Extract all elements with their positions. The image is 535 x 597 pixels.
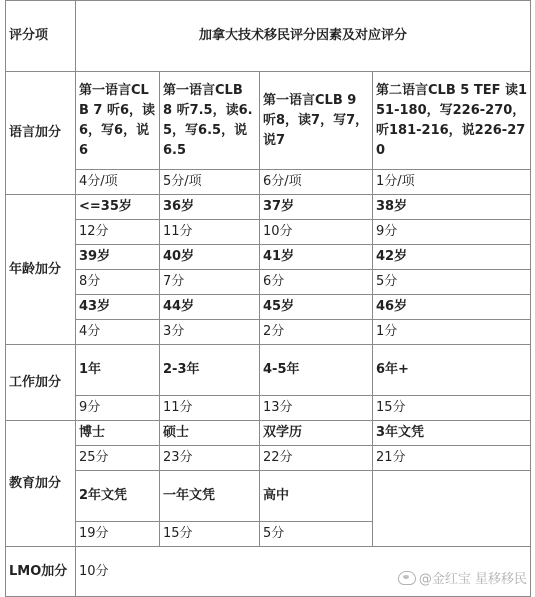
- language-requirement-cell: 第一语言CLB 8 听7.5，读6.5，写6.5，说6.5: [160, 72, 260, 170]
- age-value-cell: 38岁: [373, 195, 531, 220]
- age-points-cell: 8分: [76, 270, 160, 295]
- language-points-cell: 4分/项: [76, 170, 160, 195]
- score-table: [5, 0, 531, 597]
- education-category-label: 教育加分: [6, 421, 76, 547]
- lmo-points-cell: 10分: [76, 547, 531, 597]
- age-points-cell: 2分: [260, 320, 373, 345]
- education-level-cell: 2年文凭: [76, 471, 160, 522]
- age-points-cell: 9分: [373, 220, 531, 245]
- education-level-cell: 一年文凭: [160, 471, 260, 522]
- language-requirement-cell: 第一语言CLB 9 听8，读7，写7，说7: [260, 72, 373, 170]
- age-points-cell: 3分: [160, 320, 260, 345]
- work-points-cell: 9分: [76, 396, 160, 421]
- language-requirement-row: [6, 72, 531, 170]
- work-years-cell: 4-5年: [260, 345, 373, 396]
- age-category-label: 年龄加分: [6, 195, 76, 345]
- work-years-cell: 6年+: [373, 345, 531, 396]
- work-years-cell: 2-3年: [160, 345, 260, 396]
- education-points-cell: 21分: [373, 446, 531, 471]
- work-points-cell: 15分: [373, 396, 531, 421]
- age-points-cell: 5分: [373, 270, 531, 295]
- empty-cell: [373, 471, 531, 547]
- education-level-cell: 3年文凭: [373, 421, 531, 446]
- watermark: [398, 568, 527, 587]
- education-points-row: [6, 446, 531, 471]
- watermark-text: @金红宝 星移移民: [418, 572, 527, 587]
- age-points-cell: 7分: [160, 270, 260, 295]
- work-years-cell: 1年: [76, 345, 160, 396]
- language-points-cell: 6分/项: [260, 170, 373, 195]
- work-category-label: 工作加分: [6, 345, 76, 421]
- language-points-cell: 1分/项: [373, 170, 531, 195]
- age-points-row: [6, 270, 531, 295]
- education-points-cell: 15分: [160, 522, 260, 547]
- table-title: 加拿大技术移民评分因素及对应评分: [76, 1, 531, 72]
- education-level-cell: 硕士: [160, 421, 260, 446]
- education-points-cell: 22分: [260, 446, 373, 471]
- weibo-icon: [398, 571, 416, 585]
- age-value-cell: 37岁: [260, 195, 373, 220]
- language-points-row: [6, 170, 531, 195]
- education-level-cell: 高中: [260, 471, 373, 522]
- age-points-cell: 12分: [76, 220, 160, 245]
- age-value-cell: 39岁: [76, 245, 160, 270]
- age-points-row: [6, 220, 531, 245]
- education-level-row: [6, 421, 531, 446]
- age-value-cell: 43岁: [76, 295, 160, 320]
- education-points-cell: 25分: [76, 446, 160, 471]
- education-level-row: [6, 471, 531, 522]
- language-category-label: 语言加分: [6, 72, 76, 195]
- age-points-cell: 1分: [373, 320, 531, 345]
- header-row: [6, 1, 531, 72]
- work-points-cell: 11分: [160, 396, 260, 421]
- age-points-cell: 11分: [160, 220, 260, 245]
- language-points-cell: 5分/项: [160, 170, 260, 195]
- header-col-label: 评分项: [6, 1, 76, 72]
- work-years-row: [6, 345, 531, 396]
- education-level-cell: 双学历: [260, 421, 373, 446]
- age-value-cell: 40岁: [160, 245, 260, 270]
- language-requirement-cell: 第一语言CLB 7 听6，读6，写6，说6: [76, 72, 160, 170]
- age-value-cell: 46岁: [373, 295, 531, 320]
- age-row: [6, 195, 531, 220]
- lmo-category-label: LMO加分: [6, 547, 76, 597]
- age-value-cell: 44岁: [160, 295, 260, 320]
- age-value-cell: 36岁: [160, 195, 260, 220]
- age-points-cell: 10分: [260, 220, 373, 245]
- age-value-cell: 41岁: [260, 245, 373, 270]
- age-value-cell: 45岁: [260, 295, 373, 320]
- age-points-cell: 4分: [76, 320, 160, 345]
- education-level-cell: 博士: [76, 421, 160, 446]
- age-row: [6, 245, 531, 270]
- age-value-cell: <=35岁: [76, 195, 160, 220]
- education-points-cell: 5分: [260, 522, 373, 547]
- work-points-row: [6, 396, 531, 421]
- work-points-cell: 13分: [260, 396, 373, 421]
- education-points-cell: 23分: [160, 446, 260, 471]
- education-points-cell: 19分: [76, 522, 160, 547]
- age-points-row: [6, 320, 531, 345]
- age-row: [6, 295, 531, 320]
- age-value-cell: 42岁: [373, 245, 531, 270]
- language-requirement-cell: 第二语言CLB 5 TEF 读151-180，写226-270，听181-216，说226-270: [373, 72, 531, 170]
- age-points-cell: 6分: [260, 270, 373, 295]
